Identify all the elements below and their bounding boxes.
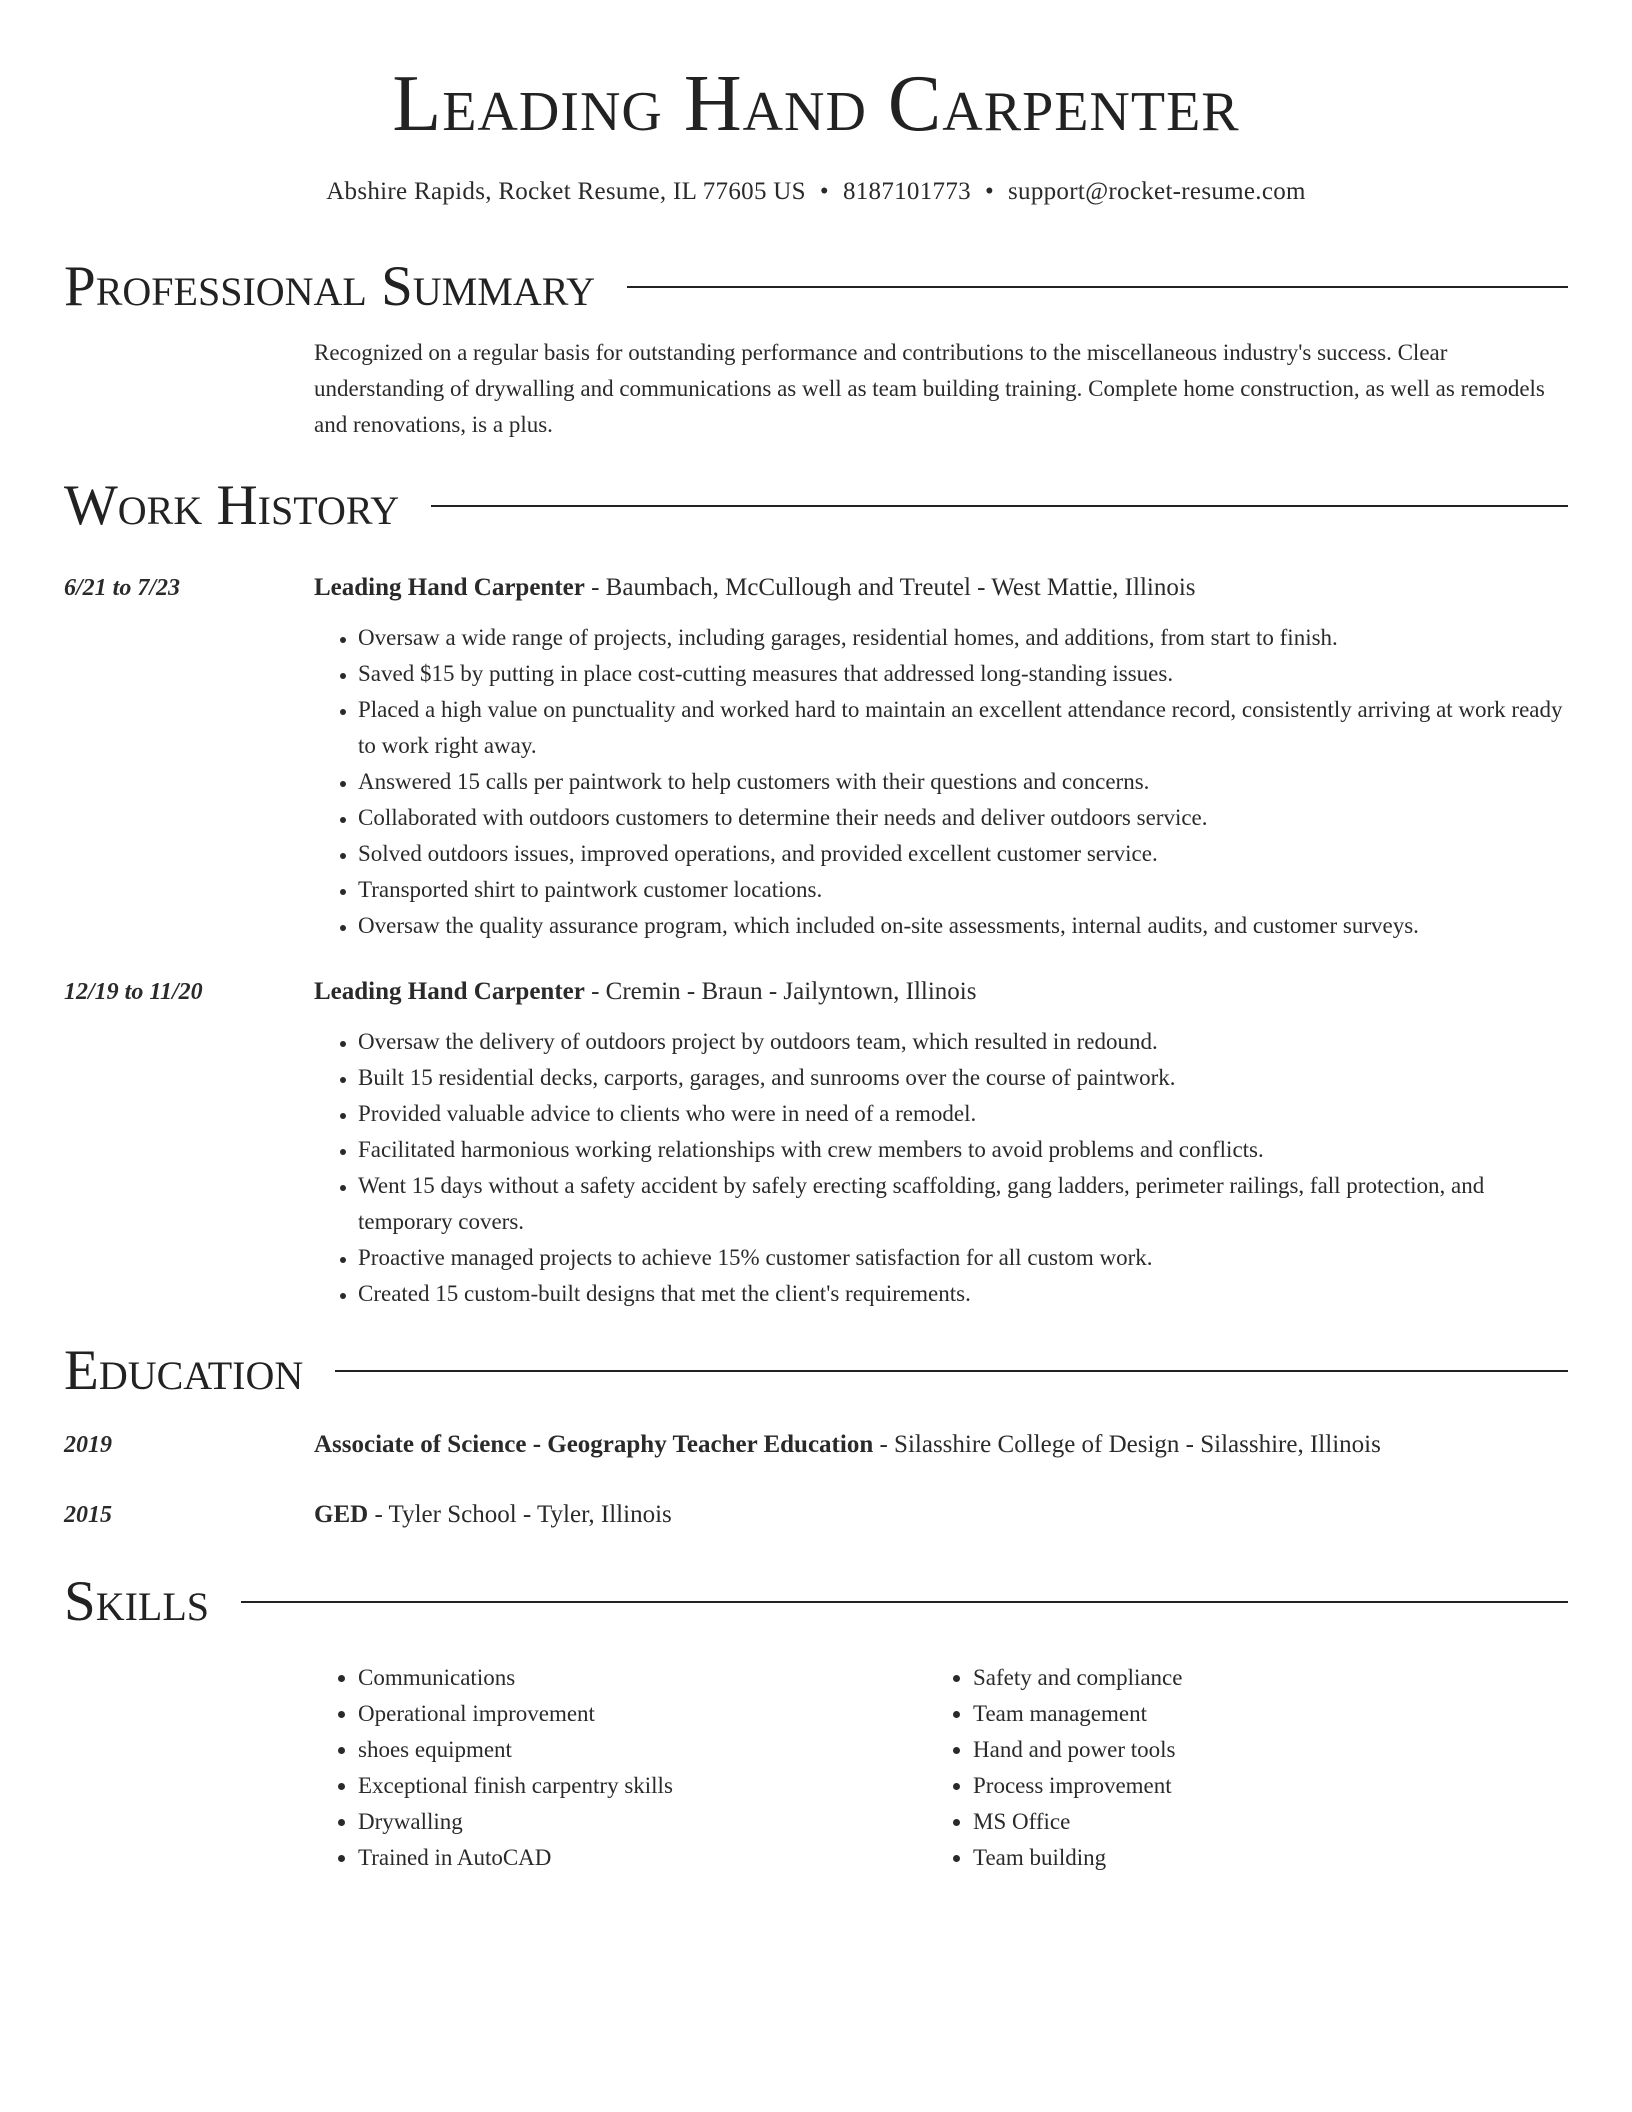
job-date: 12/19 to 11/20 bbox=[64, 979, 203, 1005]
skill-item: • Operational improvement bbox=[358, 1696, 929, 1732]
skills-grid bbox=[314, 1660, 1568, 1876]
skill-item: • Team management bbox=[973, 1696, 1544, 1732]
candidate-name: Leading Hand Carpenter bbox=[392, 60, 1240, 148]
job-title-line bbox=[314, 974, 1568, 1010]
separator-dot: • bbox=[984, 178, 994, 205]
list-item: • Oversaw the quality assurance program, which included on-site assessments, internal audits, and customer surveys. bbox=[358, 908, 1568, 944]
education-line bbox=[314, 1427, 1381, 1463]
education-heading: Education bbox=[64, 1339, 304, 1402]
list-item: • Solved outdoors issues, improved operations, and provided excellent customer service. bbox=[358, 836, 1568, 872]
skill-item: • MS Office bbox=[973, 1804, 1544, 1840]
list-item: • Collaborated with outdoors customers to determine their needs and deliver outdoors service. bbox=[358, 800, 1568, 836]
email-address: support@rocket-resume.com bbox=[1008, 178, 1306, 205]
education-degree: GED bbox=[314, 1501, 369, 1528]
list-item: • Placed a high value on punctuality and worked hard to maintain an excellent attendance record, consistently arriving at work ready to work right away. bbox=[358, 692, 1568, 764]
skill-item: • Communications bbox=[358, 1660, 929, 1696]
education-school: - Tyler School - Tyler, Illinois bbox=[368, 1501, 672, 1528]
job-body bbox=[314, 570, 1568, 944]
summary-text: Recognized on a regular basis for outstanding performance and contributions to the miscellaneous industry's success. Clear understanding of drywalling and communications as well as team building training. Complete home construction, as well as remodels and renovations, is a plus. bbox=[314, 340, 1545, 437]
job-entry bbox=[64, 570, 1568, 944]
job-title-line bbox=[314, 570, 1568, 606]
job-body bbox=[314, 974, 1568, 1312]
education-entry bbox=[64, 1427, 1568, 1463]
skill-item: • Process improvement bbox=[973, 1768, 1544, 1804]
skills-column-right bbox=[929, 1660, 1544, 1876]
list-item: • Oversaw a wide range of projects, including garages, residential homes, and additions, from start to finish. bbox=[358, 620, 1568, 656]
list-item: • Oversaw the delivery of outdoors project by outdoors team, which resulted in redound. bbox=[358, 1024, 1568, 1060]
skills-heading: Skills bbox=[64, 1570, 210, 1633]
summary-section-header bbox=[64, 255, 1568, 318]
list-item: • Answered 15 calls per paintwork to help customers with their questions and concerns. bbox=[358, 764, 1568, 800]
skill-item: • Team building bbox=[973, 1840, 1544, 1876]
work-history-section-header bbox=[64, 474, 1568, 537]
job-employer: - Cremin - Braun - Jailyntown, Illinois bbox=[584, 978, 977, 1005]
skill-item: • Trained in AutoCAD bbox=[358, 1840, 929, 1876]
education-date: 2019 bbox=[64, 1432, 112, 1458]
education-line bbox=[314, 1497, 672, 1533]
work-history-heading: Work History bbox=[64, 474, 400, 537]
section-divider bbox=[241, 1601, 1568, 1603]
job-entry bbox=[64, 974, 1568, 1312]
education-degree: Associate of Science - Geography Teacher Education bbox=[314, 1431, 874, 1458]
job-date: 6/21 to 7/23 bbox=[64, 575, 181, 601]
skill-item: • Safety and compliance bbox=[973, 1660, 1544, 1696]
skill-item: • shoes equipment bbox=[358, 1732, 929, 1768]
list-item: • Created 15 custom-built designs that met the client's requirements. bbox=[358, 1276, 1568, 1312]
list-item: • Facilitated harmonious working relationships with crew members to avoid problems and conflicts. bbox=[358, 1132, 1568, 1168]
separator-dot: • bbox=[819, 178, 829, 205]
education-entry bbox=[64, 1497, 1568, 1533]
skills-column-left bbox=[314, 1660, 929, 1876]
skills-section-header bbox=[64, 1570, 1568, 1633]
section-divider bbox=[431, 505, 1568, 507]
job-title: Leading Hand Carpenter bbox=[314, 978, 585, 1005]
skill-item: • Hand and power tools bbox=[973, 1732, 1544, 1768]
section-divider bbox=[335, 1370, 1568, 1372]
list-item: • Provided valuable advice to clients who were in need of a remodel. bbox=[358, 1096, 1568, 1132]
education-school: - Silasshire College of Design - Silasshire, Illinois bbox=[873, 1431, 1381, 1458]
section-divider bbox=[627, 286, 1568, 288]
list-item: • Went 15 days without a safety accident by safely erecting scaffolding, gang ladders, perimeter railings, fall protection, and temporary covers. bbox=[358, 1168, 1568, 1240]
skill-item: • Drywalling bbox=[358, 1804, 929, 1840]
summary-heading: Professional Summary bbox=[64, 255, 596, 318]
job-bullets bbox=[314, 620, 1568, 944]
education-date: 2015 bbox=[64, 1502, 112, 1528]
list-item: • Saved $15 by putting in place cost-cutting measures that addressed long-standing issues. bbox=[358, 656, 1568, 692]
job-title: Leading Hand Carpenter bbox=[314, 574, 585, 601]
job-bullets bbox=[314, 1024, 1568, 1312]
contact-line bbox=[64, 178, 1568, 206]
list-item: • Proactive managed projects to achieve 15% customer satisfaction for all custom work. bbox=[358, 1240, 1568, 1276]
education-section-header bbox=[64, 1339, 1568, 1402]
job-employer: - Baumbach, McCullough and Treutel - West Mattie, Illinois bbox=[584, 574, 1196, 601]
phone-number: 8187101773 bbox=[842, 178, 971, 205]
skill-item: • Exceptional finish carpentry skills bbox=[358, 1768, 929, 1804]
list-item: • Transported shirt to paintwork customer locations. bbox=[358, 872, 1568, 908]
address: Abshire Rapids, Rocket Resume, IL 77605 US bbox=[326, 178, 806, 205]
list-item: • Built 15 residential decks, carports, garages, and sunrooms over the course of paintwork. bbox=[358, 1060, 1568, 1096]
